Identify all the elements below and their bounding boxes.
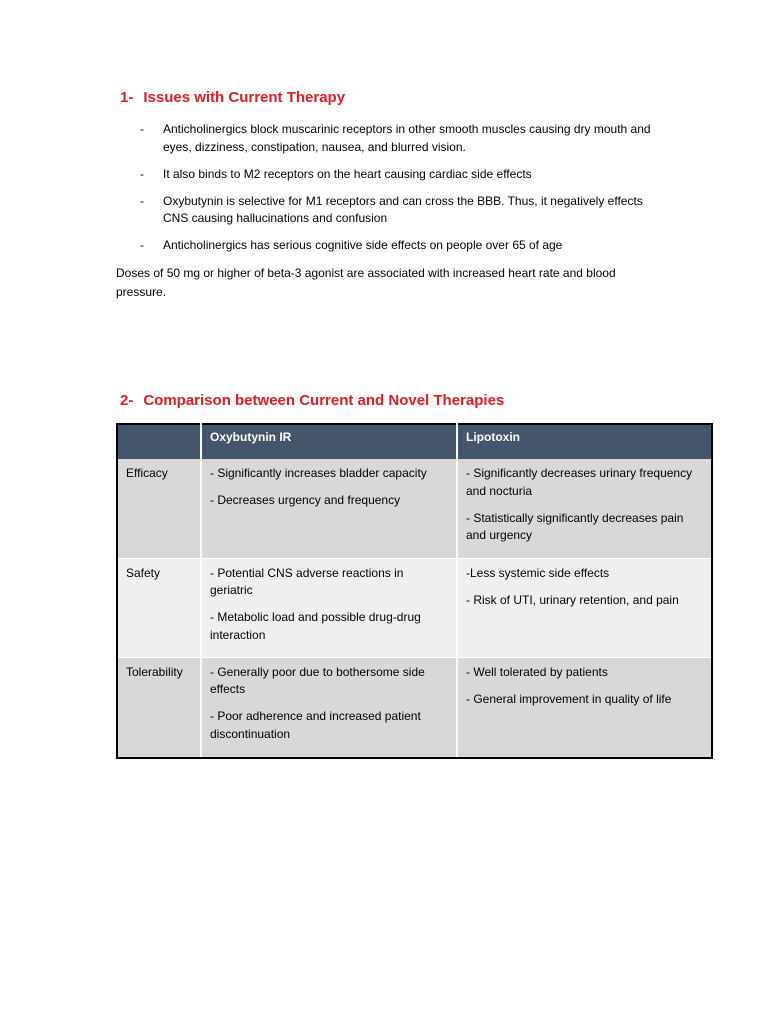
bullet-text: Oxybutynin is selective for M1 receptors and can cross the BBB. Thus, it negatively effects CNS causing hallucinations and confusion — [163, 193, 643, 225]
cell-point: - Well tolerated by patients — [466, 664, 608, 679]
table-header-row — [117, 424, 712, 459]
list-item — [140, 166, 660, 184]
cell-oxybutynin-safety — [201, 558, 457, 657]
table-row — [117, 459, 712, 558]
cell-point: - Risk of UTI, urinary retention, and pain — [466, 592, 679, 607]
cell-lipotoxin-tolerability — [457, 657, 712, 758]
cell-oxybutynin-tolerability — [201, 657, 457, 758]
cell-point: - Decreases urgency and frequency — [210, 493, 401, 507]
cell-point: - Generally poor due to bothersome side effects — [210, 664, 425, 696]
header-cell-oxybutynin: Oxybutynin IR — [201, 424, 457, 459]
cell-point: - General improvement in quality of life — [466, 691, 672, 706]
cell-point: - Metabolic load and possible drug-drug interaction — [210, 610, 421, 642]
list-item — [140, 237, 660, 255]
cell-point: - Poor adherence and increased patient discontinuation — [210, 709, 421, 741]
section-1-title: Issues with Current Therapy — [143, 89, 346, 106]
row-label-safety: Safety — [117, 558, 201, 657]
cell-point: - Significantly decreases urinary frequency and nocturia — [466, 466, 693, 498]
list-item — [140, 193, 660, 228]
row-label-tolerability: Tolerability — [117, 657, 201, 758]
section-1-heading — [120, 89, 345, 106]
bullet-dash: - — [140, 193, 144, 208]
section-2-title: Comparison between Current and Novel Therapies — [143, 392, 505, 409]
bullet-dash: - — [140, 122, 144, 136]
table-row — [117, 657, 712, 758]
bullet-text: Anticholinergics block muscarinic receptors in other smooth muscles causing dry mouth and eyes, dizziness, constipation, nausea, and blurred vision. — [163, 122, 651, 154]
cell-point: - Significantly increases bladder capacity — [210, 466, 427, 480]
header-cell-empty — [117, 424, 201, 459]
list-item — [140, 121, 660, 156]
bullet-dash: - — [140, 166, 144, 181]
cell-oxybutynin-efficacy — [201, 459, 457, 558]
row-label-efficacy: Efficacy — [117, 459, 201, 558]
bullet-text: It also binds to M2 receptors on the heart causing cardiac side effects — [163, 166, 532, 181]
bullet-dash: - — [140, 238, 144, 252]
cell-lipotoxin-safety — [457, 558, 712, 657]
cell-point: -Less systemic side effects — [466, 565, 610, 580]
beta3-dose-paragraph: Doses of 50 mg or higher of beta-3 agonist are associated with increased heart rate and blood pressure. — [116, 266, 616, 299]
section-2-heading — [120, 392, 504, 409]
table-row — [117, 558, 712, 657]
cell-point: - Potential CNS adverse reactions in geriatric — [210, 565, 404, 597]
section-1-number: 1- — [120, 89, 134, 106]
therapy-comparison-table — [116, 423, 713, 759]
cell-point: - Statistically significantly decreases pain and urgency — [466, 510, 684, 542]
bullet-text: Anticholinergics has serious cognitive side effects on people over 65 of age — [163, 238, 563, 252]
section-2-number: 2- — [120, 392, 134, 409]
cell-lipotoxin-efficacy — [457, 459, 712, 558]
header-cell-lipotoxin: Lipotoxin — [457, 424, 712, 459]
issues-bullet-list — [140, 121, 660, 264]
